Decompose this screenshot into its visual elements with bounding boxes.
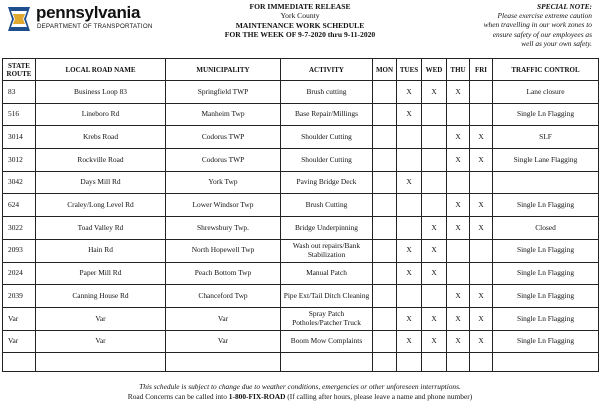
cell-wed	[422, 171, 447, 194]
cell-municipality: York Twp	[166, 171, 281, 194]
cell-thu: X	[447, 307, 470, 330]
cell-thu	[447, 262, 470, 285]
cell-activity: Pipe Ext/Tail Ditch Cleaning	[281, 285, 373, 308]
cell-thu: X	[447, 149, 470, 172]
special-note-line: when travelling in our work zones to	[483, 20, 592, 30]
cell-road-name: Var	[36, 330, 166, 353]
table-row	[3, 194, 599, 217]
cell-thu: X	[447, 330, 470, 353]
cell-road-name: Days Mill Rd	[36, 171, 166, 194]
cell-mon	[373, 285, 397, 308]
col-header-traffic-control: TRAFFIC CONTROL	[493, 59, 599, 81]
cell-fri	[470, 103, 493, 126]
table-row-empty	[3, 353, 599, 372]
cell-activity: Wash out repairs/Bank Stabilization	[281, 239, 373, 262]
cell-road-name: Paper Mill Rd	[36, 262, 166, 285]
empty-cell	[422, 353, 447, 372]
cell-fri: X	[470, 126, 493, 149]
cell-state-route: 624	[3, 194, 36, 217]
empty-cell	[3, 353, 36, 372]
col-header-local-road-name: LOCAL ROAD NAME	[36, 59, 166, 81]
cell-municipality: Manheim Twp	[166, 103, 281, 126]
cell-state-route: 2093	[3, 239, 36, 262]
cell-activity: Paving Bridge Deck	[281, 171, 373, 194]
cell-mon	[373, 81, 397, 104]
table-row	[3, 103, 599, 126]
col-header-activity: ACTIVITY	[281, 59, 373, 81]
cell-thu: X	[447, 81, 470, 104]
cell-traffic-control: Single Ln Flagging	[493, 239, 599, 262]
cell-tues	[397, 217, 422, 240]
special-note-line: ensure safety of our employees as	[492, 29, 592, 39]
special-note-title: SPECIAL NOTE:	[537, 2, 592, 11]
cell-state-route: 3042	[3, 171, 36, 194]
cell-traffic-control: Single Ln Flagging	[493, 330, 599, 353]
cell-fri: X	[470, 217, 493, 240]
cell-wed	[422, 149, 447, 172]
cell-wed	[422, 285, 447, 308]
cell-wed: X	[422, 330, 447, 353]
cell-wed: X	[422, 81, 447, 104]
col-header-tues: TUES	[397, 59, 422, 81]
keystone-logo-icon	[6, 5, 32, 33]
cell-fri: X	[470, 285, 493, 308]
col-header-state-route: STATE ROUTE	[3, 59, 36, 81]
cell-mon	[373, 239, 397, 262]
table-row	[3, 126, 599, 149]
cell-fri	[470, 81, 493, 104]
table-header-row	[3, 59, 599, 81]
cell-road-name: Lineboro Rd	[36, 103, 166, 126]
cell-fri	[470, 171, 493, 194]
table-row	[3, 285, 599, 308]
cell-fri: X	[470, 194, 493, 217]
cell-road-name: Craley/Long Level Rd	[36, 194, 166, 217]
empty-cell	[493, 353, 599, 372]
cell-road-name: Rockville Road	[36, 149, 166, 172]
cell-state-route: 3014	[3, 126, 36, 149]
cell-tues: X	[397, 330, 422, 353]
empty-cell	[447, 353, 470, 372]
week-label: FOR THE WEEK OF 9-7-2020 thru 9-11-2020	[224, 30, 376, 40]
cell-road-name: Krebs Road	[36, 126, 166, 149]
cell-wed	[422, 194, 447, 217]
cell-mon	[373, 149, 397, 172]
cell-tues	[397, 126, 422, 149]
special-note-line: well as your own safety.	[521, 38, 592, 48]
cell-activity: Base Repair/Millings	[281, 103, 373, 126]
cell-municipality: Var	[166, 330, 281, 353]
cell-fri	[470, 239, 493, 262]
cell-fri: X	[470, 149, 493, 172]
table-row	[3, 307, 599, 330]
cell-municipality: North Hopewell Twp	[166, 239, 281, 262]
cell-state-route: 3022	[3, 217, 36, 240]
cell-activity: Brush cutting	[281, 81, 373, 104]
penndot-logo	[6, 3, 156, 37]
cell-mon	[373, 126, 397, 149]
release-header	[180, 2, 420, 40]
cell-tues: X	[397, 262, 422, 285]
table-row	[3, 217, 599, 240]
cell-traffic-control: Closed	[493, 217, 599, 240]
cell-tues	[397, 149, 422, 172]
cell-state-route: Var	[3, 307, 36, 330]
cell-mon	[373, 103, 397, 126]
county-label: York County	[280, 11, 320, 21]
cell-traffic-control: Lane closure	[493, 81, 599, 104]
cell-thu	[447, 171, 470, 194]
cell-state-route: 3012	[3, 149, 36, 172]
cell-thu	[447, 103, 470, 126]
cell-thu: X	[447, 126, 470, 149]
cell-municipality: Lower Windsor Twp	[166, 194, 281, 217]
cell-fri: X	[470, 330, 493, 353]
empty-cell	[166, 353, 281, 372]
empty-cell	[470, 353, 493, 372]
cell-traffic-control: Single Ln Flagging	[493, 307, 599, 330]
cell-tues: X	[397, 81, 422, 104]
cell-traffic-control: Single Lane Flagging	[493, 149, 599, 172]
release-label: FOR IMMEDIATE RELEASE	[249, 2, 351, 11]
cell-activity: Spray Patch Potholes/Patcher Truck	[281, 307, 373, 330]
col-header-thu: THU	[447, 59, 470, 81]
cell-municipality: Chanceford Twp	[166, 285, 281, 308]
col-header-municipality: MUNICIPALITY	[166, 59, 281, 81]
cell-mon	[373, 171, 397, 194]
table-row	[3, 149, 599, 172]
cell-fri: X	[470, 307, 493, 330]
table-row	[3, 81, 599, 104]
cell-thu	[447, 239, 470, 262]
cell-mon	[373, 330, 397, 353]
cell-mon	[373, 217, 397, 240]
empty-cell	[373, 353, 397, 372]
cell-activity: Brush Cutting	[281, 194, 373, 217]
col-header-fri: FRI	[470, 59, 493, 81]
cell-tues	[397, 194, 422, 217]
cell-road-name: Hain Rd	[36, 239, 166, 262]
table-row	[3, 239, 599, 262]
road-concerns-line	[0, 392, 600, 401]
cell-traffic-control	[493, 171, 599, 194]
phone-number: 1-800-FIX-ROAD	[228, 392, 286, 401]
cell-wed: X	[422, 262, 447, 285]
cell-road-name: Canning House Rd	[36, 285, 166, 308]
cell-state-route: 2024	[3, 262, 36, 285]
cell-state-route: 516	[3, 103, 36, 126]
cell-tues: X	[397, 103, 422, 126]
concerns-prefix: Road Concerns can be called into	[127, 392, 229, 401]
empty-cell	[281, 353, 373, 372]
cell-municipality: Shrewsbury Twp.	[166, 217, 281, 240]
table-row	[3, 171, 599, 194]
cell-tues	[397, 285, 422, 308]
cell-wed: X	[422, 217, 447, 240]
special-note	[412, 2, 592, 48]
table-row	[3, 262, 599, 285]
cell-activity: Manual Patch	[281, 262, 373, 285]
cell-municipality: Springfield TWP	[166, 81, 281, 104]
cell-fri	[470, 262, 493, 285]
cell-tues: X	[397, 307, 422, 330]
concerns-suffix: (If calling after hours, please leave a name and phone number)	[285, 392, 473, 401]
cell-thu: X	[447, 217, 470, 240]
cell-traffic-control: Single Ln Flagging	[493, 285, 599, 308]
col-header-mon: MON	[373, 59, 397, 81]
cell-traffic-control: Single Ln Flagging	[493, 262, 599, 285]
cell-road-name: Toad Valley Rd	[36, 217, 166, 240]
cell-activity: Shoulder Cutting	[281, 149, 373, 172]
cell-activity: Shoulder Cutting	[281, 126, 373, 149]
cell-traffic-control: SLF	[493, 126, 599, 149]
cell-mon	[373, 262, 397, 285]
empty-cell	[397, 353, 422, 372]
table-row	[3, 330, 599, 353]
special-note-line: Please exercise extreme caution	[497, 11, 592, 21]
cell-mon	[373, 194, 397, 217]
cell-road-name: Var	[36, 307, 166, 330]
cell-tues: X	[397, 171, 422, 194]
col-header-wed: WED	[422, 59, 447, 81]
logo-department: DEPARTMENT OF TRANSPORTATION	[37, 23, 153, 30]
cell-road-name: Business Loop 83	[36, 81, 166, 104]
cell-activity: Boom Mow Complaints	[281, 330, 373, 353]
cell-state-route: 83	[3, 81, 36, 104]
cell-thu: X	[447, 285, 470, 308]
schedule-title: MAINTENANCE WORK SCHEDULE	[235, 20, 365, 30]
cell-wed	[422, 126, 447, 149]
cell-thu: X	[447, 194, 470, 217]
cell-municipality: Codorus TWP	[166, 149, 281, 172]
empty-cell	[36, 353, 166, 372]
cell-municipality: Peach Bottom Twp	[166, 262, 281, 285]
cell-state-route: Var	[3, 330, 36, 353]
cell-tues: X	[397, 239, 422, 262]
cell-wed: X	[422, 307, 447, 330]
cell-activity: Bridge Underpinning	[281, 217, 373, 240]
cell-traffic-control: Single Ln Flagging	[493, 103, 599, 126]
cell-wed	[422, 103, 447, 126]
cell-municipality: Var	[166, 307, 281, 330]
cell-state-route: 2039	[3, 285, 36, 308]
disclaimer: This schedule is subject to change due to weather conditions, emergencies or other unforeseen interruptions.	[139, 382, 461, 391]
schedule-table	[2, 58, 599, 372]
cell-traffic-control: Single Ln Flagging	[493, 194, 599, 217]
cell-wed: X	[422, 239, 447, 262]
logo-name: pennsylvania	[36, 3, 141, 22]
cell-municipality: Codorus TWP	[166, 126, 281, 149]
cell-mon	[373, 307, 397, 330]
